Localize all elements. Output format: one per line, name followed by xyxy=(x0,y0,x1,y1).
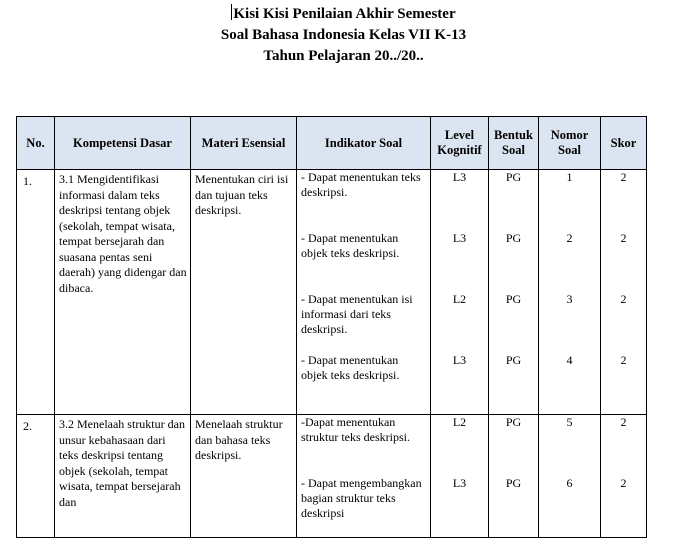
document-title xyxy=(0,4,687,67)
nomor-value: 6 xyxy=(566,476,573,490)
bentuk-cell xyxy=(489,170,539,415)
skor-value: 2 xyxy=(620,170,627,184)
materi-esensial-cell: Menentukan ciri isi dan tujuan teks deskripsi. xyxy=(191,170,297,415)
nomor-value: 1 xyxy=(566,170,573,184)
table-header-row xyxy=(17,117,647,170)
title-line-1: Kisi Kisi Penilaian Akhir Semester xyxy=(233,6,456,22)
bentuk-cell xyxy=(489,415,539,538)
materi-esensial-cell: Menelaah struktur dan bahasa teks deskripsi. xyxy=(191,415,297,538)
skor-value: 2 xyxy=(620,415,627,429)
skor-value: 2 xyxy=(620,476,627,490)
row-number: 1. xyxy=(17,170,55,415)
header-no: No. xyxy=(17,117,55,170)
indikator-cell xyxy=(297,415,431,538)
level-value: L2 xyxy=(452,292,467,306)
kompetensi-dasar-cell: 3.1 Mengidentifikasi informasi dalam teks deskripsi tentang objek (sekolah, tempat wisata, tempat bersejarah dan suasana pentas seni daerah) yang didengar dan dibaca. xyxy=(55,170,191,415)
table-row xyxy=(17,170,647,415)
header-bentuk-soal: Bentuk Soal xyxy=(489,117,539,170)
level-value: L2 xyxy=(452,415,467,429)
bentuk-value: PG xyxy=(505,476,522,490)
header-nomor-soal: Nomor Soal xyxy=(539,117,601,170)
indikator-item: - Dapat menentukan teks deskripsi. xyxy=(301,170,421,200)
nomor-value: 5 xyxy=(566,415,573,429)
header-level-kognitif: Level Kognitif xyxy=(431,117,489,170)
level-value: L3 xyxy=(452,170,467,184)
header-indikator-soal: Indikator Soal xyxy=(297,117,431,170)
skor-cell xyxy=(601,415,647,538)
indikator-item: - Dapat menentukan objek teks deskripsi. xyxy=(301,231,400,261)
row-number: 2. xyxy=(17,415,55,538)
header-kompetensi-dasar: Kompetensi Dasar xyxy=(55,117,191,170)
level-value: L3 xyxy=(452,231,467,245)
bentuk-value: PG xyxy=(505,353,522,367)
bentuk-value: PG xyxy=(505,415,522,429)
indikator-item: -Dapat menentukan struktur teks deskripsi. xyxy=(301,415,410,445)
level-cell xyxy=(431,415,489,538)
level-value: L3 xyxy=(452,353,467,367)
title-line-3: Tahun Pelajaran 20../20.. xyxy=(263,48,424,64)
table-row xyxy=(17,415,647,538)
kisi-kisi-table xyxy=(16,116,647,538)
nomor-cell xyxy=(539,170,601,415)
skor-value: 2 xyxy=(620,353,627,367)
bentuk-value: PG xyxy=(505,292,522,306)
indikator-cell xyxy=(297,170,431,415)
bentuk-value: PG xyxy=(505,231,522,245)
skor-value: 2 xyxy=(620,231,627,245)
skor-value: 2 xyxy=(620,292,627,306)
nomor-value: 2 xyxy=(566,231,573,245)
header-materi-esensial: Materi Esensial xyxy=(191,117,297,170)
indikator-item: - Dapat mengembangkan bagian struktur teks deskripsi xyxy=(301,476,422,521)
indikator-item: - Dapat menentukan objek teks deskripsi. xyxy=(301,353,400,383)
title-line-2: Soal Bahasa Indonesia Kelas VII K-13 xyxy=(220,27,467,43)
indikator-item: - Dapat menentukan isi informasi dari teks deskripsi. xyxy=(301,292,413,337)
level-value: L3 xyxy=(452,476,467,490)
nomor-cell xyxy=(539,415,601,538)
skor-cell xyxy=(601,170,647,415)
level-cell xyxy=(431,170,489,415)
kompetensi-dasar-cell: 3.2 Menelaah struktur dan unsur kebahasaan dari teks deskripsi tentang objek (sekolah, tempat wisata, tempat bersejarah dan xyxy=(55,415,191,538)
nomor-value: 3 xyxy=(566,292,573,306)
nomor-value: 4 xyxy=(566,353,573,367)
header-skor: Skor xyxy=(601,117,647,170)
bentuk-value: PG xyxy=(505,170,522,184)
